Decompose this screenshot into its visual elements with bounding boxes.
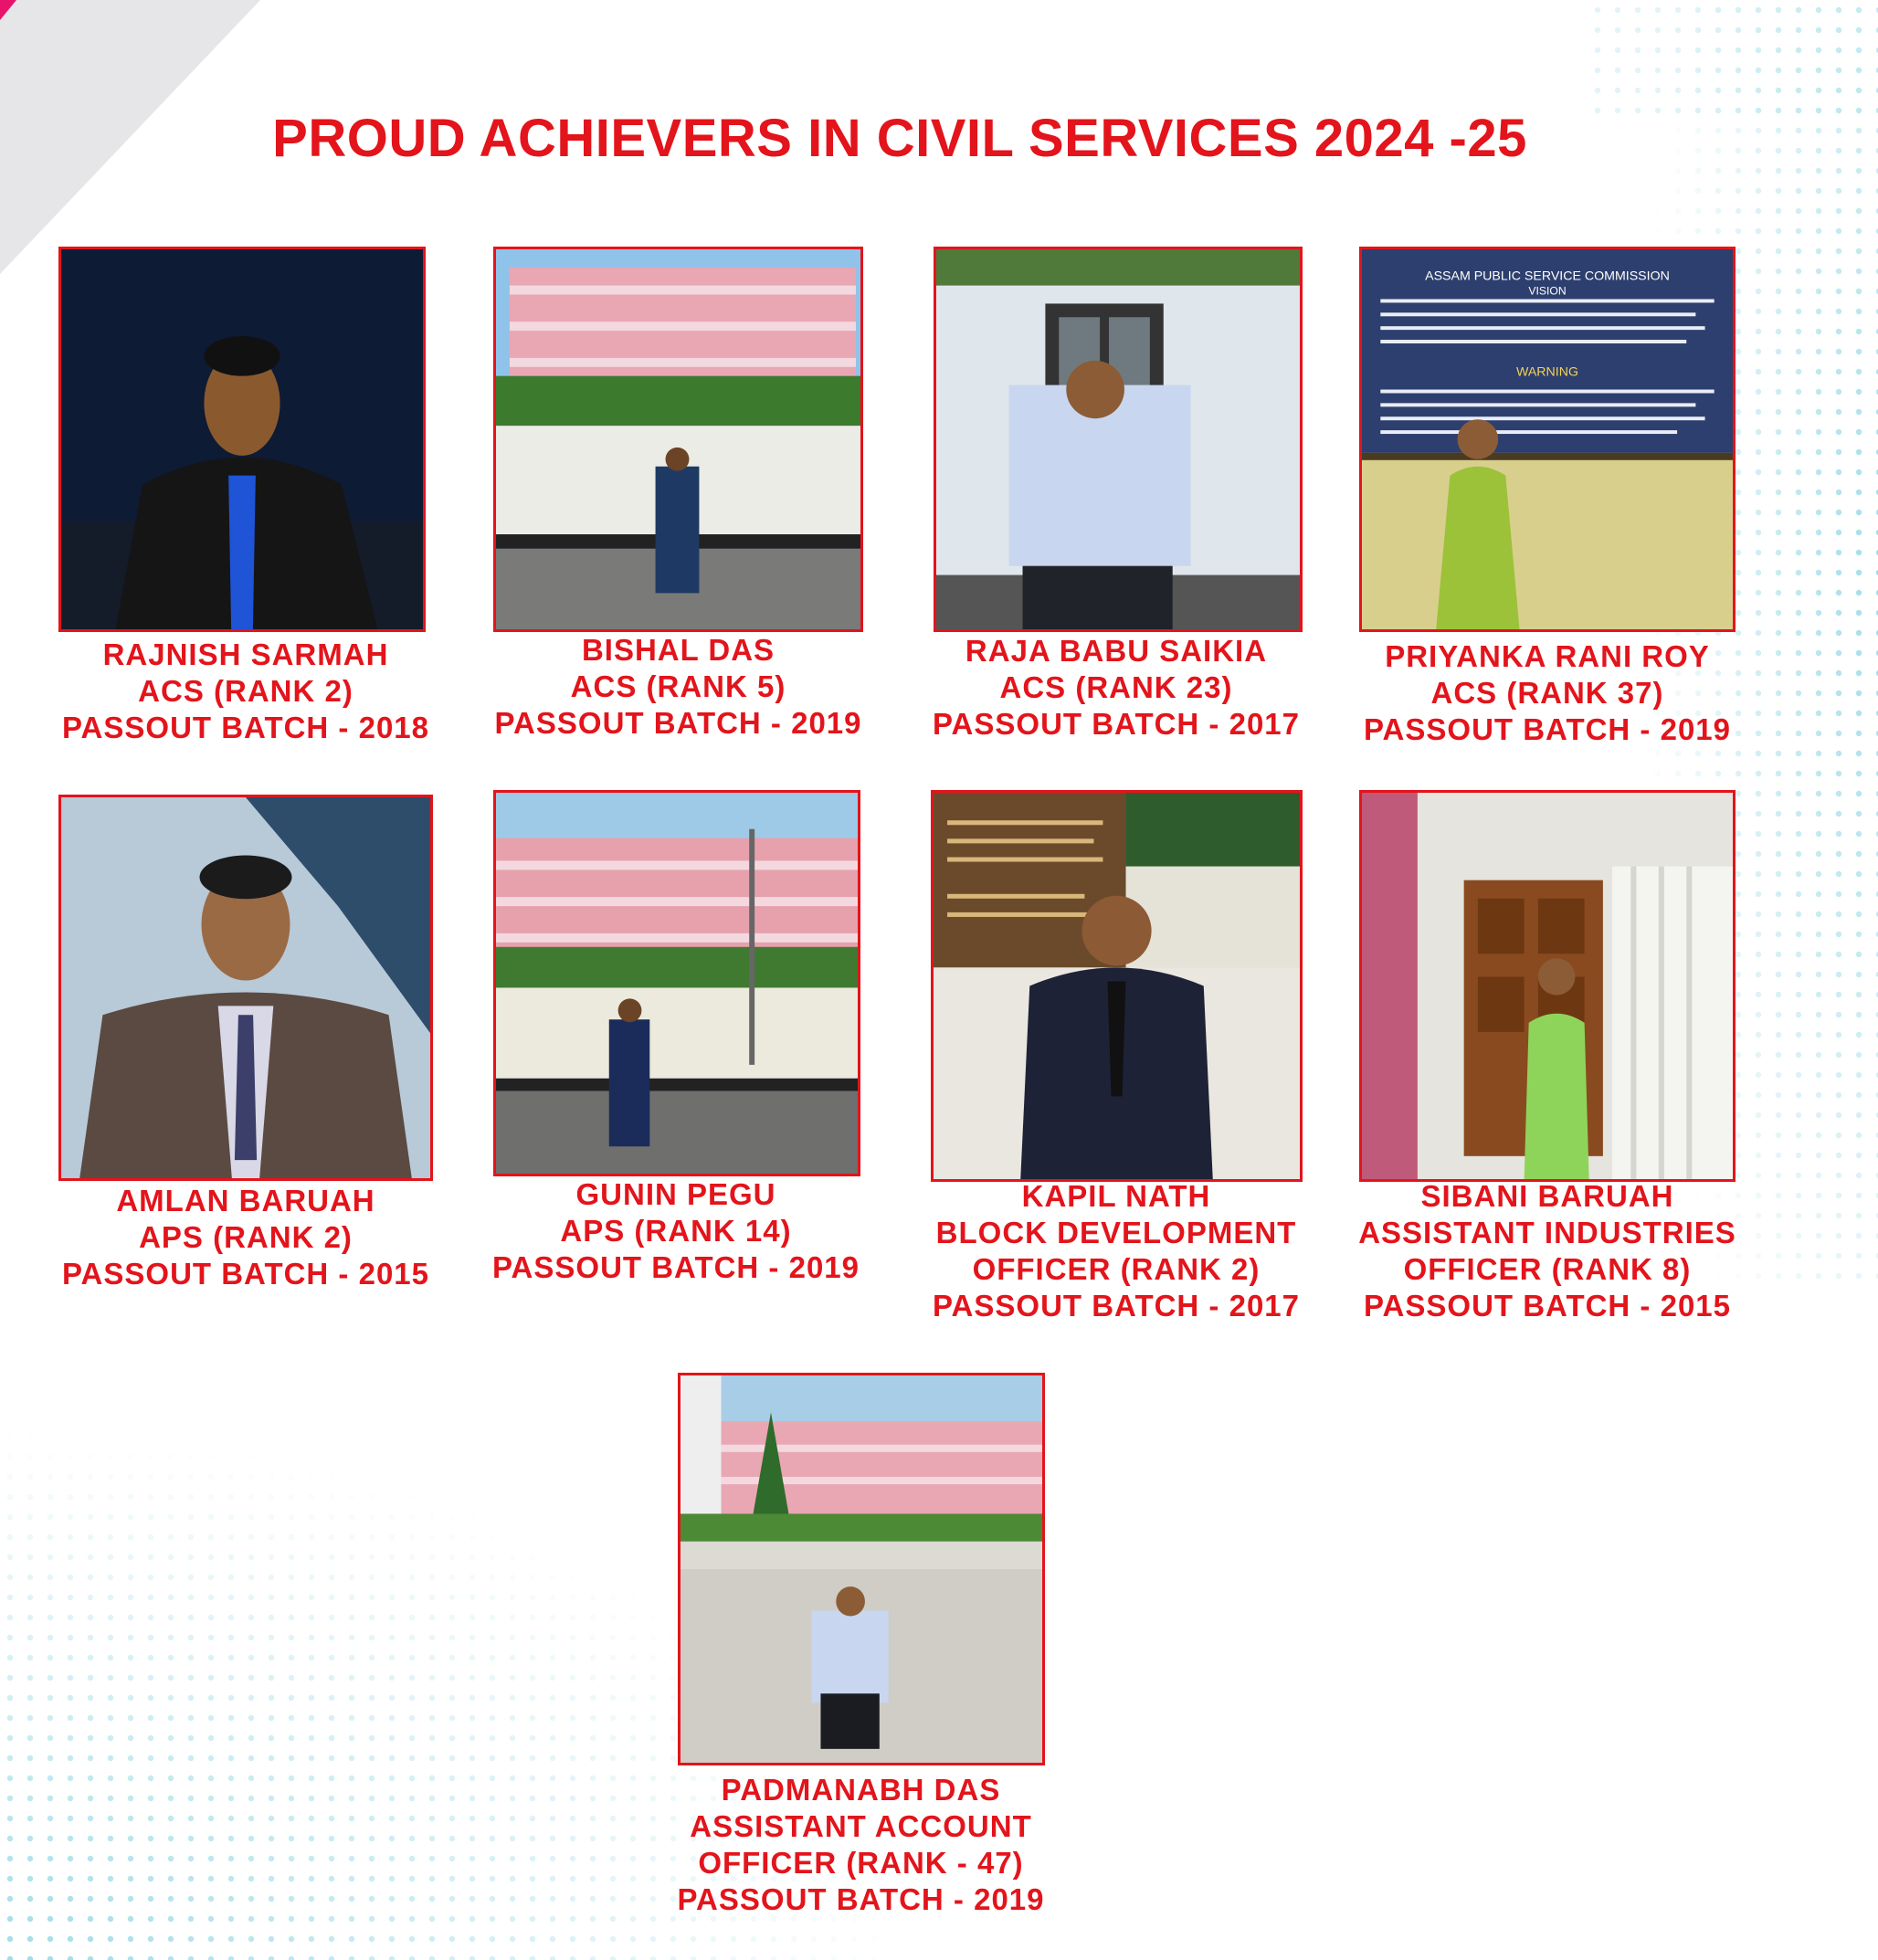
achiever-name: SIBANI BARUAH <box>1420 1179 1674 1213</box>
achiever-batch: PASSOUT BATCH - 2019 <box>491 1250 860 1284</box>
achiever-rank: OFFICER (RANK 2) <box>972 1252 1261 1286</box>
achiever-photo <box>1359 790 1736 1182</box>
achiever-rank: OFFICER (RANK - 47) <box>698 1846 1024 1880</box>
signboard-vision-text: VISION <box>1528 284 1567 298</box>
achiever-photo <box>678 1373 1045 1765</box>
achiever-batch: PASSOUT BATCH - 2019 <box>677 1882 1045 1916</box>
achiever-post: ACS (RANK 37) <box>1430 676 1664 710</box>
achiever-post: ACS (RANK 5) <box>570 669 786 703</box>
achiever-caption <box>888 633 1345 743</box>
signboard-org-text: ASSAM PUBLIC SERVICE COMMISSION <box>1425 268 1670 283</box>
achiever-name: BISHAL DAS <box>581 633 775 667</box>
achiever-batch: PASSOUT BATCH - 2019 <box>1363 712 1731 746</box>
signboard-warning-text: WARNING <box>1515 364 1579 379</box>
achiever-photo <box>931 790 1303 1182</box>
achiever-caption <box>448 632 909 742</box>
achiever-name: GUNIN PEGU <box>575 1177 776 1211</box>
achiever-batch: PASSOUT BATCH - 2018 <box>61 711 429 744</box>
achiever-name: PRIYANKA RANI ROY <box>1385 639 1710 673</box>
achiever-post: ACS (RANK 2) <box>138 674 353 708</box>
achiever-post: BLOCK DEVELOPMENT <box>935 1216 1297 1249</box>
achiever-post: APS (RANK 14) <box>560 1214 792 1248</box>
achiever-name: PADMANABH DAS <box>721 1773 1001 1807</box>
achiever-batch: PASSOUT BATCH - 2019 <box>494 706 862 740</box>
achiever-photo <box>1359 247 1736 632</box>
achiever-name: KAPIL NATH <box>1021 1179 1211 1213</box>
achiever-batch: PASSOUT BATCH - 2015 <box>61 1257 429 1291</box>
achiever-name: RAJA BABU SAIKIA <box>965 634 1268 668</box>
achiever-caption <box>1315 638 1779 748</box>
achiever-photo <box>493 790 860 1176</box>
achiever-post: ASSISTANT INDUSTRIES <box>1358 1216 1736 1249</box>
achiever-photo <box>934 247 1303 632</box>
achiever-post: ASSISTANT ACCOUNT <box>690 1809 1032 1843</box>
achiever-caption <box>13 1183 479 1292</box>
achiever-post: APS (RANK 2) <box>139 1220 353 1254</box>
achiever-photo <box>493 247 863 632</box>
achiever-caption <box>1311 1178 1784 1324</box>
achiever-batch: PASSOUT BATCH - 2015 <box>1363 1289 1731 1322</box>
achiever-name: AMLAN BARUAH <box>116 1184 375 1217</box>
achiever-batch: PASSOUT BATCH - 2017 <box>932 707 1300 741</box>
achiever-caption <box>630 1772 1092 1918</box>
achiever-caption <box>884 1178 1348 1324</box>
achiever-caption <box>448 1176 904 1286</box>
achiever-post: ACS (RANK 23) <box>999 670 1233 704</box>
achiever-rank: OFFICER (RANK 8) <box>1403 1252 1692 1286</box>
achiever-batch: PASSOUT BATCH - 2017 <box>932 1289 1300 1322</box>
achiever-photo <box>58 247 426 632</box>
achiever-caption <box>13 637 479 746</box>
achiever-photo <box>58 795 433 1181</box>
page-title: PROUD ACHIEVERS IN CIVIL SERVICES 2024 -25 <box>272 109 1527 168</box>
achiever-name: RAJNISH SARMAH <box>102 638 389 671</box>
